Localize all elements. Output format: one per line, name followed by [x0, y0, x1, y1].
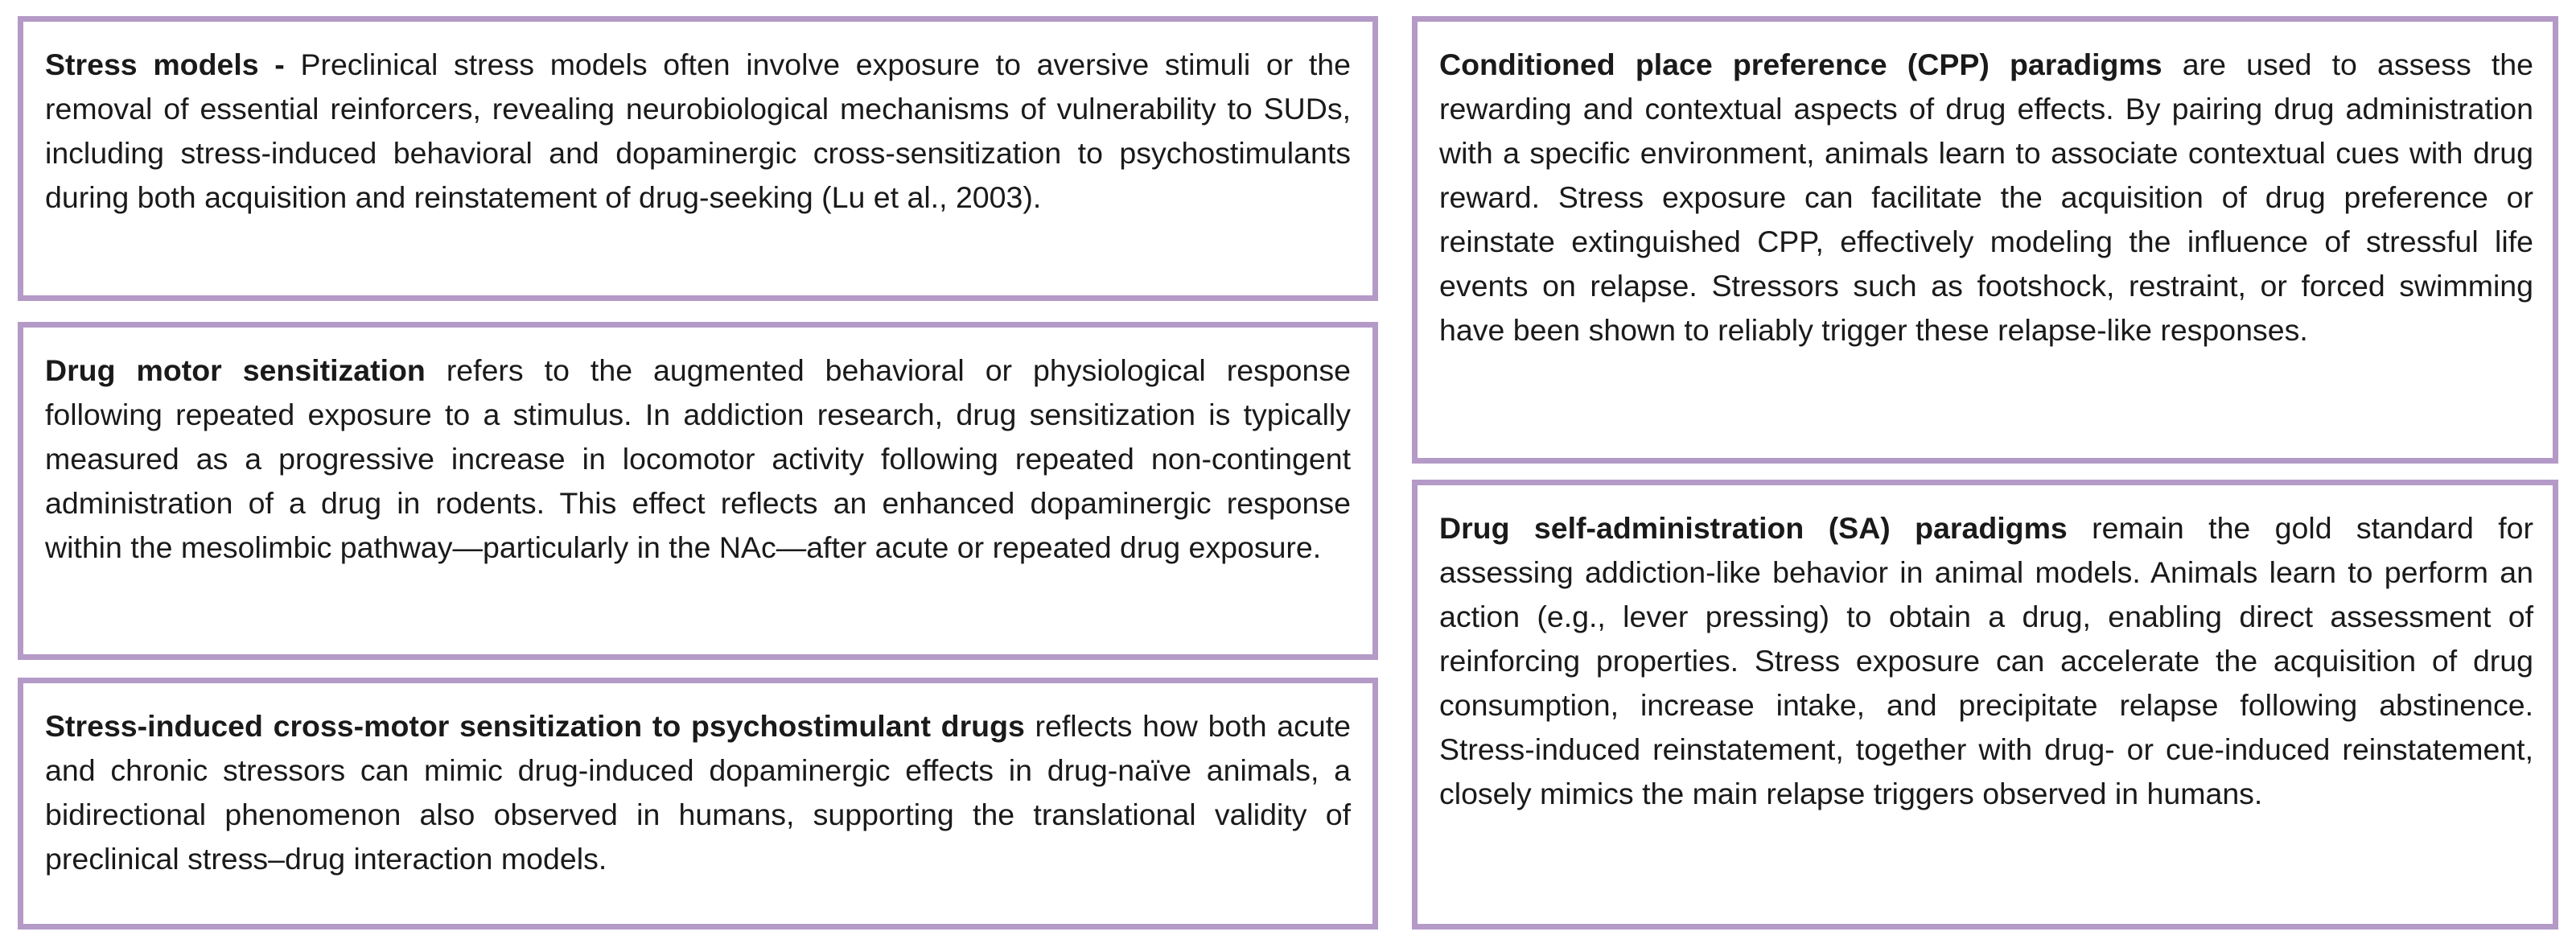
stress-models-panel — [18, 16, 1378, 301]
stress-induced-cross-motor-panel — [18, 678, 1378, 930]
self-administration-heading: Drug self-administration (SA) paradigms — [1439, 511, 2068, 545]
drug-motor-sensitization-text: refers to the augmented behavioral or physiological response following repeated exposure to a stimulus. In addiction research, drug sensitization is typically measured as a progressive increase in locomotor activity following repeated non-contingent administration of a drug in rodents. This effect reflects an enhanced dopaminergic response within the mesolimbic pathway—particularly in the NAc—after acute or repeated drug exposure. — [45, 353, 1351, 564]
stress-induced-cross-motor-heading: Stress-induced cross-motor sensitization to psychostimulant drugs — [45, 709, 1025, 743]
stress-induced-cross-motor-text: reflects how both acute and chronic stressors can mimic drug-induced dopaminergic effects in drug-naïve animals, a bidirectional phenomenon also observed in humans, supporting the translational validity of preclinical stress–drug interaction models. — [45, 709, 1351, 876]
stress-models-heading: Stress models - — [45, 47, 285, 81]
drug-motor-sensitization-panel — [18, 322, 1378, 660]
self-administration-panel — [1412, 480, 2558, 930]
cpp-heading: Conditioned place preference (CPP) paradigms — [1439, 47, 2162, 81]
cpp-text: are used to assess the rewarding and contextual aspects of drug effects. By pairing drug administration with a specific environment, animals learn to associate contextual cues with drug reward. Stress exposure can facilitate the acquisition of drug preference or reinstate extinguished CPP, effectively modeling the influence of stressful life events on relapse. Stressors such as footshock, restraint, or forced swimming have been shown to reliably trigger these relapse-like responses. — [1439, 47, 2533, 347]
stress-models-text: Preclinical stress models often involve exposure to aversive stimuli or the removal of essential reinforcers, revealing neurobiological mechanisms of vulnerability to SUDs, including stress-induced behavioral and dopaminergic cross-sensitization to psychostimulants during both acquisition and reinstatement of drug-seeking (Lu et al., 2003). — [45, 47, 1351, 214]
drug-motor-sensitization-heading: Drug motor sensitization — [45, 353, 426, 387]
cpp-panel — [1412, 16, 2558, 464]
self-administration-text: remain the gold standard for assessing addiction-like behavior in animal models. Animals learn to perform an action (e.g., lever pressing) to obtain a drug, enabling direct assessment of reinforcing properties. Stress exposure can accelerate the acquisition of drug consumption, increase intake, and precipitate relapse following abstinence. Stress-induced reinstatement, together with drug- or cue-induced reinstatement, closely mimics the main relapse triggers observed in humans. — [1439, 511, 2533, 810]
